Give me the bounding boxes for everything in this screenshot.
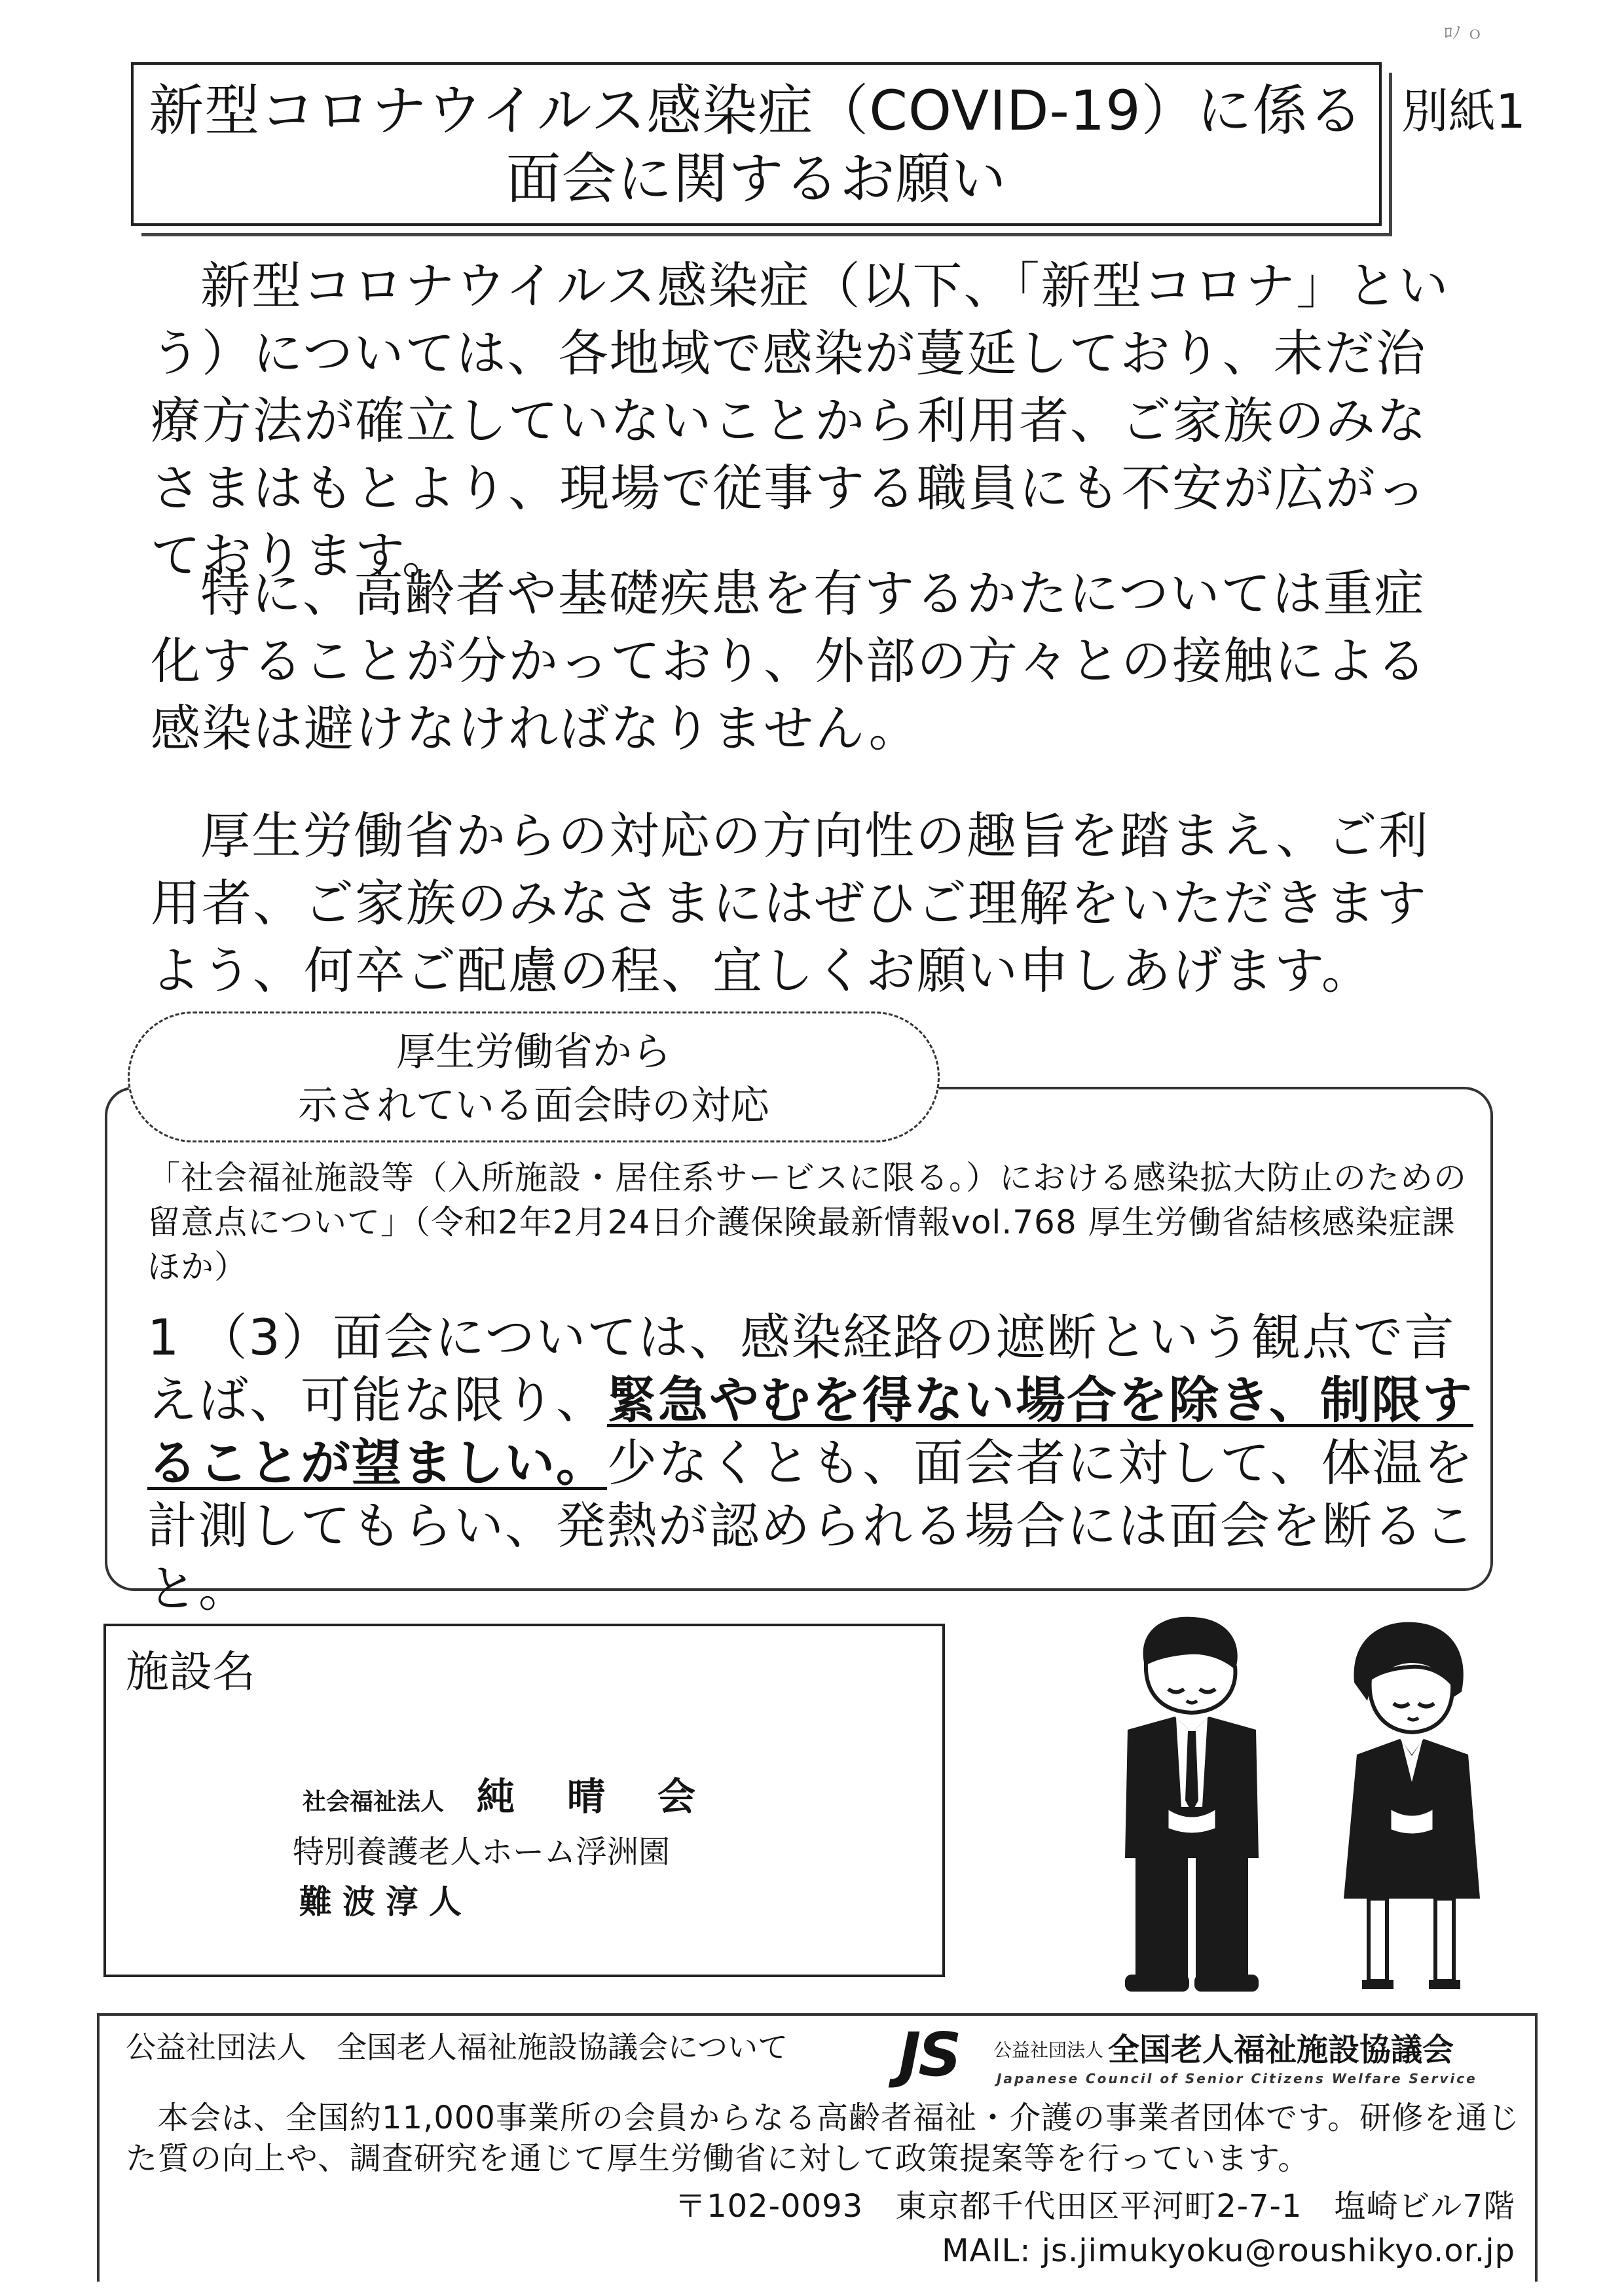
footer-box	[97, 2013, 1538, 2282]
facility-home-name: 特別養護老人ホーム浮洲園	[293, 1834, 671, 1870]
corporation-name: 純晴会	[477, 1774, 748, 1819]
notice-item-rest: 少なくとも、面会者に対して、体温を計測してもらい、発熱が認められる場合には面会を断ること。	[147, 1434, 1475, 1618]
paragraph-request	[151, 802, 1473, 1004]
footer-email[interactable]: MAIL: js.jimukyoku@roushikyo.or.jp	[942, 2232, 1515, 2269]
logo-prefix: 公益社団法人	[993, 2039, 1104, 2061]
logo-english-name: Japanese Council of Senior Citizens Welfare Service	[997, 2071, 1477, 2086]
paragraph-situation	[151, 252, 1473, 589]
title-line-2: 面会に関するお願い	[506, 147, 1007, 211]
bowing-man-icon	[1125, 1617, 1259, 1992]
facility-label: 施設名	[126, 1647, 255, 1697]
paragraph-text: 新型コロナウイルス感染症（以下、「新型コロナ」という）については、各地域で感染が蔓延しており、未だ治療方法が確立していないことから利用者、ご家族のみなさまはもとより、現場で従事する職員にも不安が広がっております。	[151, 257, 1450, 585]
footer-about-heading: 公益社団法人 全国老人福祉施設協議会について	[126, 2030, 788, 2065]
corporation-type: 社会福祉法人	[303, 1788, 445, 1815]
facility-representative: 難波淳人	[299, 1882, 472, 1921]
title-line-1: 新型コロナウイルス感染症（COVID-19）に係る	[149, 79, 1364, 143]
title-box	[131, 62, 1382, 226]
notice-reference: 「社会福祉施設等（入所施設・居住系サービスに限る。）における感染拡大防止のための留意点について」（令和2年2月24日介護保険最新情報vol.768 厚生労働省結核感染症課ほか）	[147, 1159, 1467, 1286]
notice-item-intro: 1 （3）面会については、感染経路の遮断という観点で言えば、可能な限り、	[147, 1308, 1456, 1429]
paragraph-text: 特に、高齢者や基礎疾患を有するかたについては重症化することが分かっており、外部の方々との接触による感染は避けなければなりません。	[151, 564, 1428, 757]
footer-description: 本会は、全国約11,000事業所の会員からなる高齢者福祉・介護の事業者団体です。研修を通じた質の向上や、調査研究を通じて厚生労働省に対して政策提案等を行っています。	[126, 2100, 1521, 2177]
mhlw-guideline-tag	[128, 1011, 940, 1142]
paragraph-text: 厚生労働省からの対応の方向性の趣旨を踏まえ、ご利用者、ご家族のみなさまにはぜひご理解をいただきますよう、何卒ご配慮の程、宜しくお願い申しあげます。	[151, 807, 1430, 1000]
mhlw-tag-line-2: 示されている面会時の対応	[298, 1083, 769, 1129]
mhlw-tag-line-1: 厚生労働省から	[396, 1029, 671, 1075]
bowing-staff-illustration	[1087, 1611, 1532, 1997]
logo-organization-name: 全国老人福祉施設協議会	[1108, 2032, 1454, 2068]
page-mark: ﾛﾉ ｏ	[1444, 24, 1484, 43]
footer-address: 〒102-0093 東京都千代田区平河町2-7-1 塩崎ビル7階	[674, 2188, 1515, 2225]
facility-box	[103, 1624, 945, 1977]
notice-item	[147, 1306, 1477, 1620]
notice-item-emphasis: 緊急やむを得ない場合を除き、制限することが望ましい。	[147, 1371, 1473, 1492]
bowing-woman-icon	[1344, 1622, 1480, 1989]
organization-logo	[898, 2022, 1527, 2088]
js-logo-mark: JS	[898, 2020, 959, 2090]
corporation-stamp	[303, 1774, 748, 1825]
annex-label: 別紙1	[1401, 84, 1526, 139]
paragraph-risk	[151, 560, 1473, 762]
